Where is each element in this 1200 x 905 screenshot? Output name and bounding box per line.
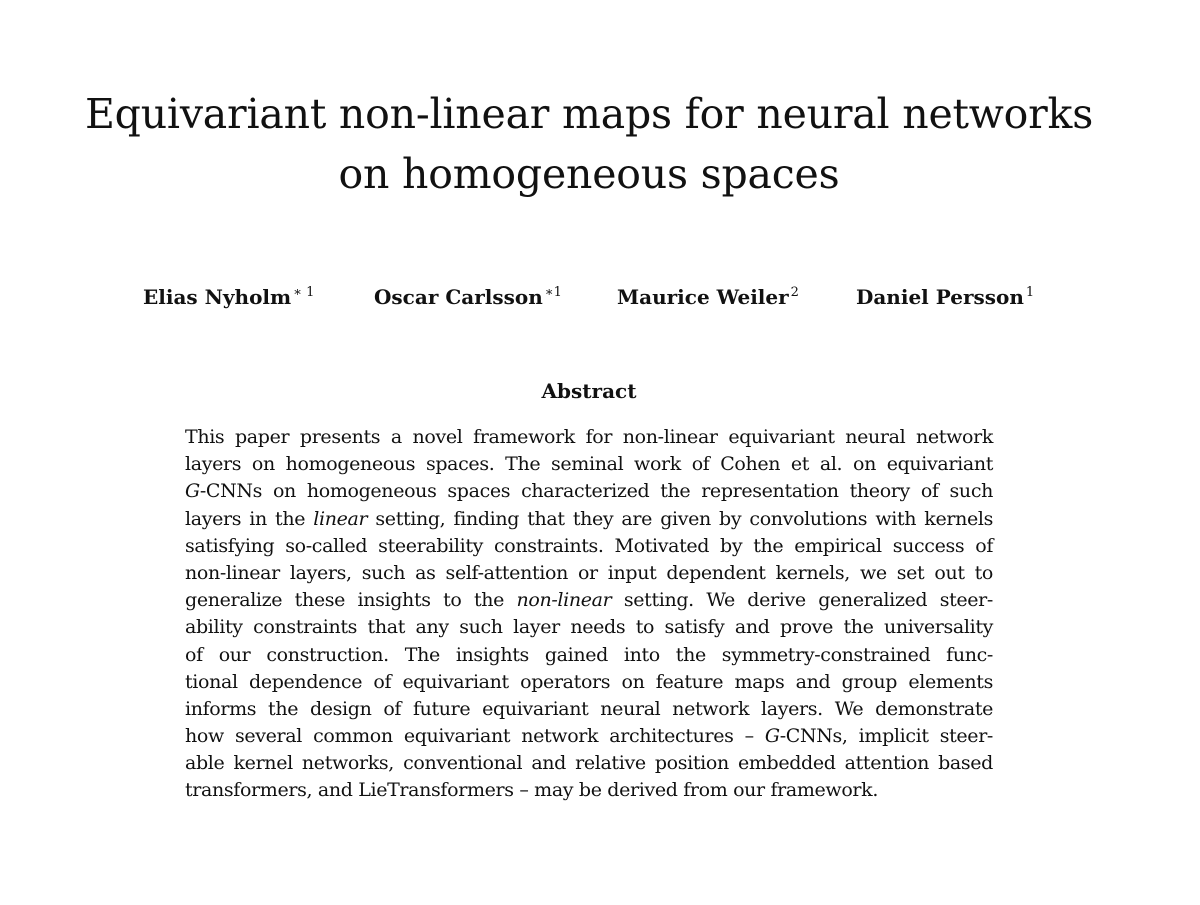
abstract-text: satisfying so-called steerability constraints. Motivated by the empirical success of — [185, 534, 993, 557]
abstract-emphasis: linear — [313, 507, 368, 530]
abstract-text: how several common equivariant network architectures – — [185, 725, 765, 748]
abstract-line — [185, 696, 993, 723]
abstract-text: tional dependence of equivariant operators on feature maps and group elements — [185, 670, 993, 693]
abstract-line — [185, 506, 993, 533]
author-name: Maurice Weiler — [617, 285, 789, 309]
abstract-text: layers on homogeneous spaces. The seminal work of Cohen et al. on equivariant — [185, 453, 993, 476]
abstract-line — [185, 587, 993, 614]
paper-title-line-1: Equivariant non-linear maps for neural networks — [84, 90, 1094, 138]
abstract-heading: Abstract — [541, 379, 637, 403]
author-name: Elias Nyholm — [143, 285, 292, 309]
author-affiliation-marks: ∗ 1 — [293, 285, 315, 300]
author-affiliation-marks: 1 — [1025, 285, 1035, 300]
abstract-text: of our construction. The insights gained into the symmetry-constrained func- — [185, 643, 993, 666]
abstract-line — [185, 750, 993, 777]
abstract-text: setting, finding that they are given by convolutions with kernels — [367, 507, 993, 530]
abstract-line — [185, 533, 993, 560]
abstract-line — [185, 560, 993, 587]
author-affiliation-marks: ∗1 — [544, 285, 562, 300]
abstract-text: generalize these insights to the — [185, 589, 517, 612]
abstract-text: non-linear layers, such as self-attention or input dependent kernels, we set out to — [185, 561, 993, 584]
author-oscar-carlsson — [374, 285, 562, 309]
author-elias-nyholm — [143, 285, 314, 309]
author-daniel-persson — [856, 285, 1034, 309]
abstract-line — [185, 777, 993, 804]
abstract-text: informs the design of future equivariant neural network layers. We demonstrate — [185, 697, 993, 720]
paper-title — [0, 84, 1178, 204]
abstract-line — [185, 451, 993, 478]
abstract-text: able kernel networks, conventional and relative position embedded attention based — [185, 752, 993, 775]
paper-title-line-2: on homogeneous spaces — [338, 150, 840, 198]
abstract-text: setting. We derive generalized steer- — [611, 589, 993, 612]
abstract-text: layers in the — [185, 507, 314, 530]
abstract-line — [185, 614, 993, 641]
author-maurice-weiler — [617, 285, 799, 309]
author-name: Oscar Carlsson — [374, 285, 543, 309]
author-list — [0, 285, 1200, 319]
abstract-line — [185, 669, 993, 696]
abstract-emphasis: non-linear — [516, 589, 612, 612]
abstract-text: -CNNs, implicit steer- — [779, 725, 994, 748]
abstract-emphasis: G — [185, 480, 200, 503]
abstract-emphasis: G — [764, 725, 780, 748]
abstract-text: -CNNs on homogeneous spaces characterized the representation theory of such — [199, 480, 993, 503]
abstract-text: ability constraints that any such layer needs to satisfy and prove the universality — [185, 616, 993, 639]
author-name: Daniel Persson — [856, 285, 1024, 309]
abstract-line — [185, 642, 993, 669]
abstract-line — [185, 723, 993, 750]
author-affiliation-marks: 2 — [790, 285, 799, 300]
abstract-line — [185, 478, 993, 505]
abstract-text: transformers, and LieTransformers – may be derived from our framework. — [185, 779, 879, 802]
abstract-body — [185, 424, 993, 805]
abstract-line — [185, 424, 993, 451]
abstract-text: This paper presents a novel framework for non-linear equivariant neural network — [185, 426, 993, 448]
